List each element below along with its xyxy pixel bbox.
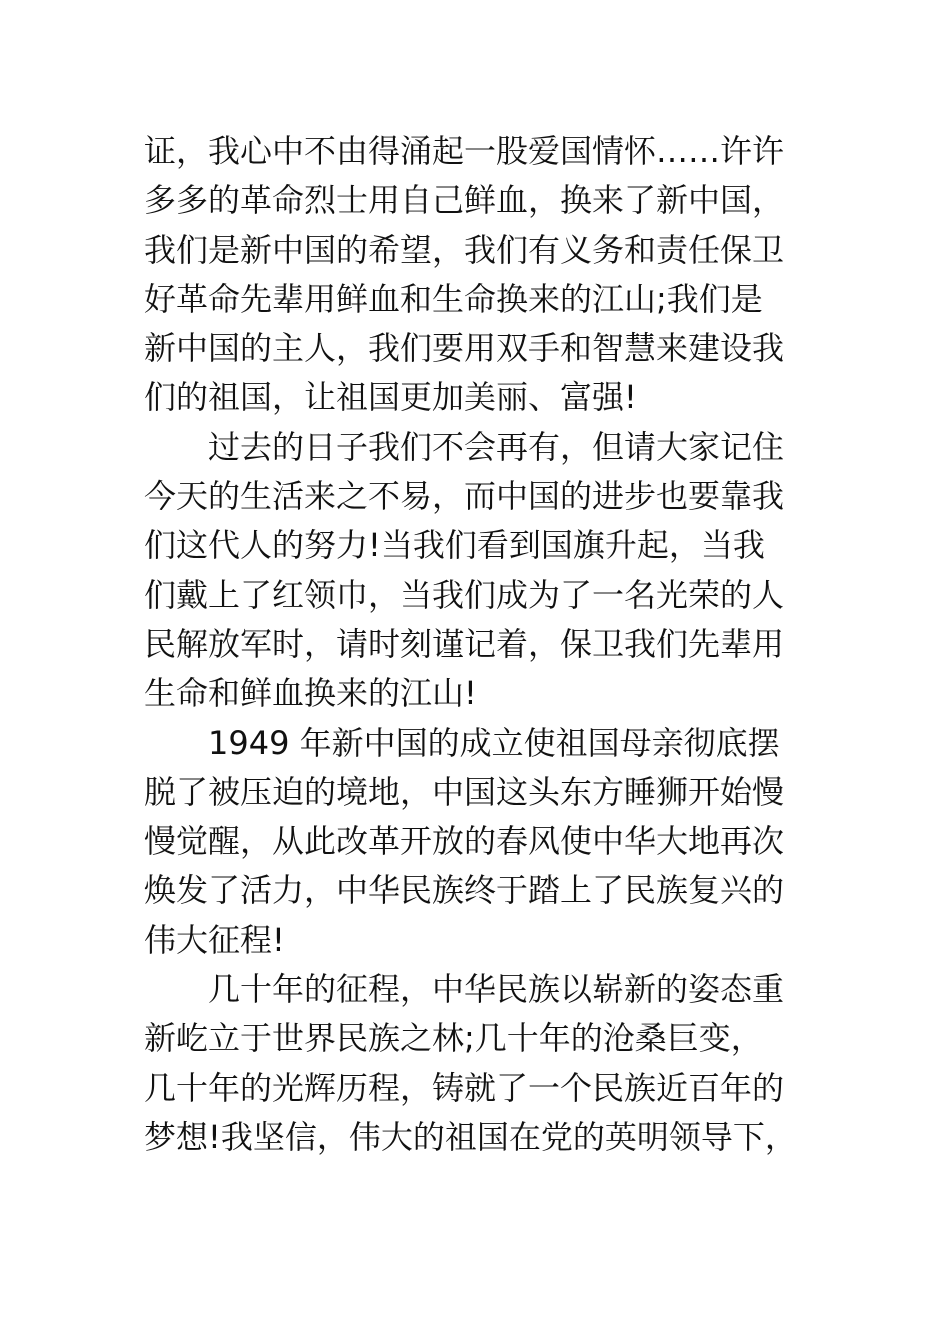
text-line: 生命和鲜血换来的江山! [144, 674, 477, 713]
text-line: 我们是新中国的希望，我们有义务和责任保卫 [144, 230, 785, 269]
paragraph [144, 127, 804, 423]
text-line: 新中国的主人，我们要用双手和智慧来建设我 [144, 329, 785, 368]
text-line: 多多的革命烈士用自己鲜血，换来了新中国， [144, 181, 785, 220]
text-line: 伟大征程! [144, 920, 285, 959]
paragraph [144, 423, 804, 719]
text-line: 焕发了活力，中华民族终于踏上了民族复兴的 [144, 871, 785, 910]
text-line: 过去的日子我们不会再有，但请大家记住 [208, 427, 785, 466]
text-line: 们的祖国，让祖国更加美丽、富强! [144, 378, 637, 417]
text-line: 几十年的征程，中华民族以崭新的姿态重 [208, 970, 785, 1009]
text-line: 新屹立于世界民族之林;几十年的沧桑巨变， [144, 1019, 763, 1058]
text-line: 今天的生活来之不易，而中国的进步也要靠我 [144, 477, 785, 516]
text-line: 们这代人的努力!当我们看到国旗升起，当我 [144, 526, 765, 565]
paragraph [144, 965, 804, 1162]
text-line: 几十年的光辉历程，铸就了一个民族近百年的 [144, 1068, 785, 1107]
text-line: 慢觉醒，从此改革开放的春风使中华大地再次 [144, 822, 785, 861]
paragraph [144, 719, 804, 965]
text-line: 脱了被压迫的境地，中国这头东方睡狮开始慢 [144, 772, 785, 811]
text-line: 民解放军时，请时刻谨记着，保卫我们先辈用 [144, 624, 785, 663]
body-text [144, 127, 804, 1162]
text-line: 好革命先辈用鲜血和生命换来的江山;我们是 [144, 279, 763, 318]
text-line: 证，我心中不由得涌起一股爱国情怀……许许 [144, 132, 785, 170]
text-line: 们戴上了红领巾，当我们成为了一名光荣的人 [144, 575, 785, 614]
text-line: 1949 年新中国的成立使祖国母亲彻底摆 [208, 723, 780, 762]
text-line: 梦想!我坚信，伟大的祖国在党的英明领导下， [144, 1117, 797, 1156]
